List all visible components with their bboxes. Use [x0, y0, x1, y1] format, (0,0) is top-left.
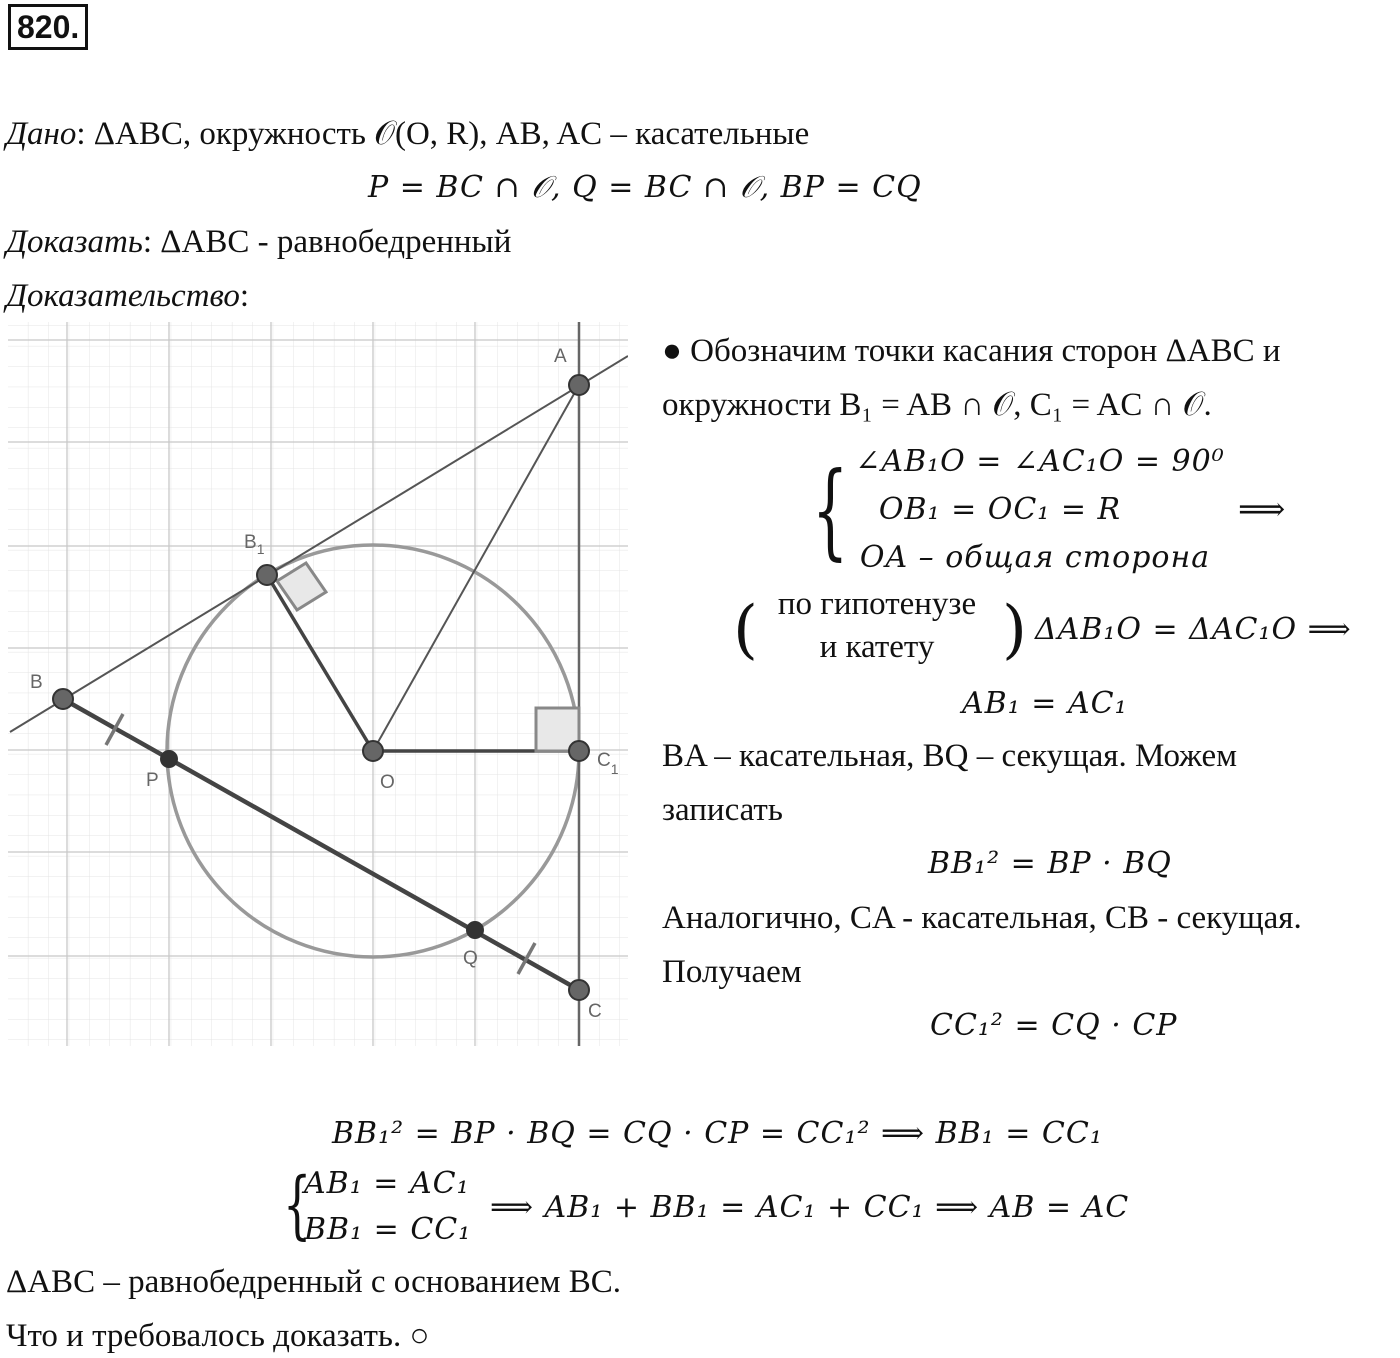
given-line-2: P = BC ∩ 𝒪, Q = BC ∩ 𝒪, BP = CQ	[368, 170, 922, 205]
system1-brace: {	[812, 449, 849, 571]
prove-label: Доказать	[6, 224, 143, 260]
system2-brace: {	[283, 1162, 312, 1248]
proof-heading	[6, 276, 249, 316]
given-text: : ΔABC, окружность 𝒪(O, R), AB, AC – касательные	[76, 116, 810, 152]
label-q: Q	[463, 948, 478, 969]
bullet-line: ● Обозначим точки касания сторон ΔABC и	[662, 333, 1281, 369]
point-o	[363, 741, 383, 761]
prove-line	[6, 222, 511, 262]
sum-equation: ⟹ AB₁ + BB₁ = AC₁ + CC₁ ⟹ AB = AC	[490, 1190, 1130, 1225]
system1-row-3: OA – общая сторона	[859, 540, 1211, 575]
given-label: Дано	[6, 116, 77, 152]
secant-line-1: BA – касательная, BQ – секущая. Можем	[662, 738, 1238, 774]
label-c1: $C_1$	[597, 750, 619, 777]
eq-cc1: CC₁² = CQ · CP	[930, 1008, 1178, 1043]
eq-bb1: BB₁² = BP · BQ	[928, 846, 1172, 881]
tangency-line: окружности B₁ = AB ∩ 𝒪, C₁ = AC ∩ 𝒪.	[662, 387, 1212, 423]
system1-row-2: OB₁ = OC₁ = R	[878, 492, 1122, 527]
equal-triangles: ΔAB₁O = ΔAC₁O ⟹	[1035, 612, 1352, 647]
label-c: C	[588, 1001, 602, 1022]
qed: Что и требовалось доказать. ○	[6, 1318, 430, 1354]
geometry-figure	[8, 322, 628, 1046]
point-b	[53, 689, 73, 709]
ab1-equals-ac1: AB₁ = AC₁	[962, 686, 1128, 721]
criterion-line-1: по гипотенузе	[777, 586, 977, 622]
chain-equation: BB₁² = BP · BQ = CQ · CP = CC₁² ⟹ BB₁ = CC₁	[332, 1116, 1103, 1151]
system2-row-1: AB₁ = AC₁	[304, 1166, 470, 1201]
label-o: O	[380, 772, 395, 793]
problem-number: 820.	[8, 4, 88, 50]
criterion-paren-right: )	[1002, 593, 1027, 667]
criterion-paren-left: (	[733, 593, 758, 667]
proof-label: Доказательство	[6, 278, 240, 314]
proof-colon: :	[239, 278, 250, 314]
system2-row-2: BB₁ = CC₁	[304, 1212, 472, 1247]
grid-minor	[8, 322, 628, 1046]
label-b: B	[30, 672, 43, 693]
secant-line-2: записать	[662, 792, 783, 828]
point-b1	[257, 565, 277, 585]
system1-implies: ⟹	[1238, 492, 1286, 528]
given-line-1	[6, 114, 809, 154]
similar-line-1: Аналогично, CA - касательная, CB - секущая.	[662, 900, 1302, 936]
point-p	[161, 751, 177, 767]
point-c	[569, 980, 589, 1000]
prove-text: : ΔABC - равнобедренный	[142, 224, 512, 260]
label-a: A	[554, 346, 567, 367]
point-q	[467, 922, 483, 938]
conclusion: ΔABC – равнобедренный с основанием BC.	[6, 1264, 622, 1300]
point-c1	[569, 741, 589, 761]
criterion-line-2: и катету	[819, 629, 935, 665]
similar-line-2: Получаем	[662, 954, 802, 990]
label-b1: $B_1$	[244, 532, 265, 557]
point-a	[569, 375, 589, 395]
label-p: P	[146, 770, 159, 791]
system1-row-1: ∠AB₁O = ∠AC₁O = 90⁰	[855, 444, 1225, 479]
